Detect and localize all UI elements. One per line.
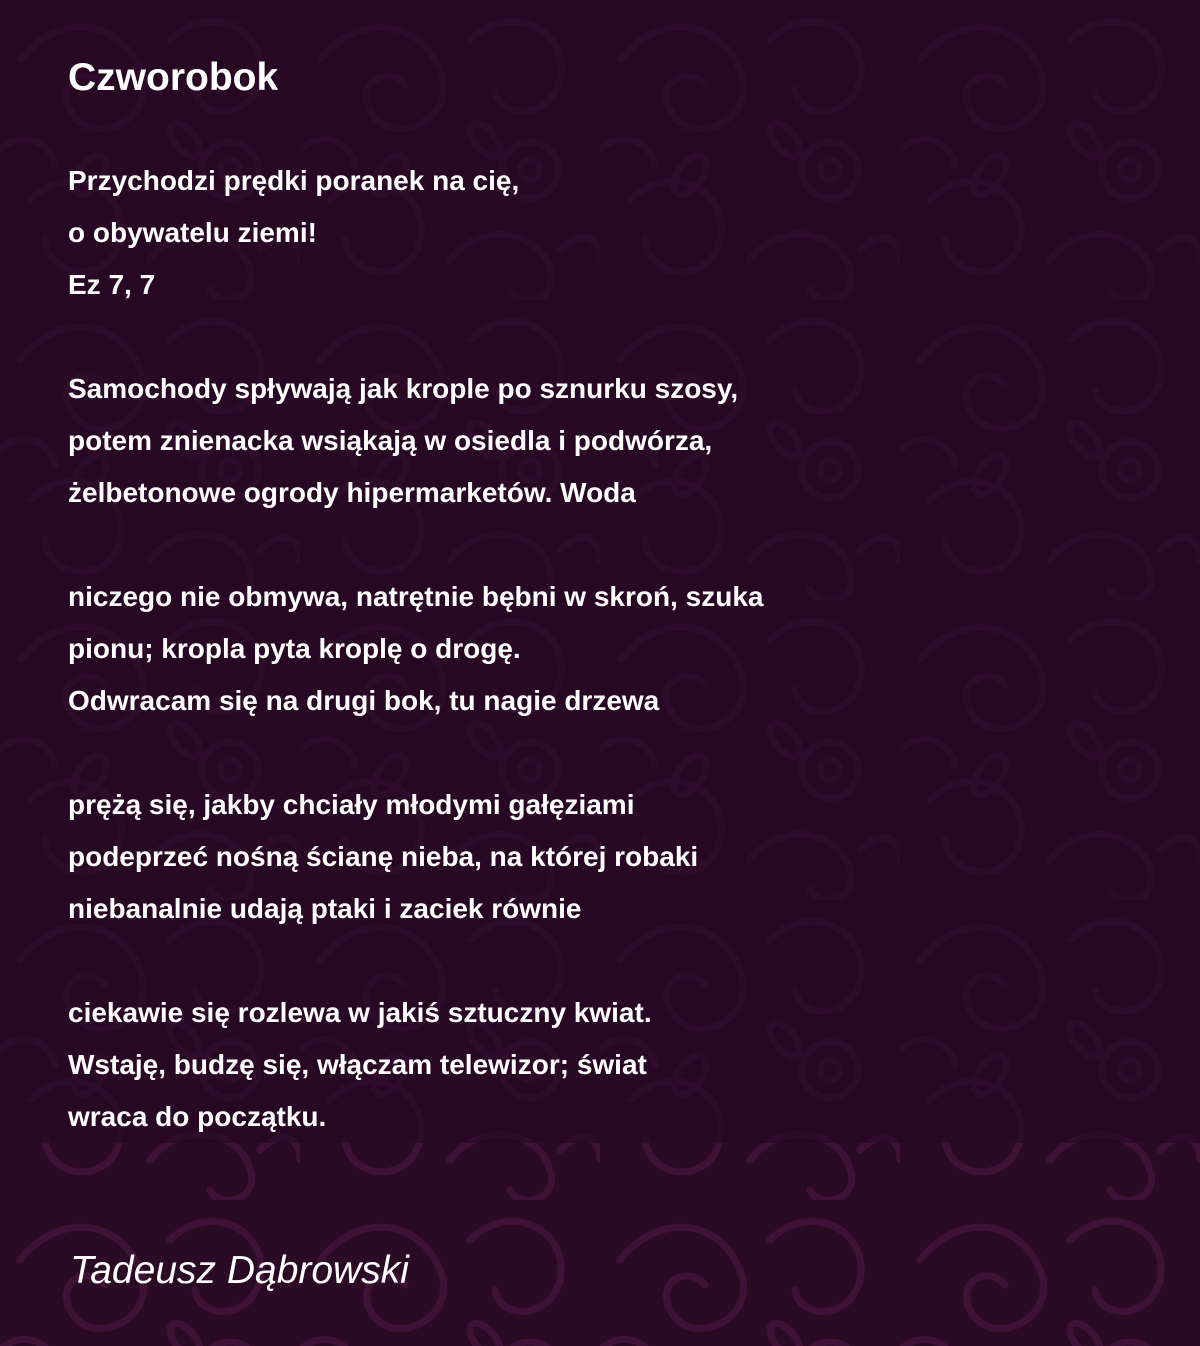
poem-line: potem znienacka wsiąkają w osiedla i podwórza,	[68, 425, 713, 456]
poem-line: Wstaję, budzę się, włączam telewizor; świat	[68, 1049, 647, 1080]
poem-line: Ez 7, 7	[68, 269, 156, 300]
stanza	[68, 987, 1148, 1143]
poem-author: Tadeusz Dąbrowski	[70, 1249, 409, 1292]
poem-line: Odwracam się na drugi bok, tu nagie drzewa	[68, 685, 660, 716]
poem-line: wraca do początku.	[68, 1101, 327, 1132]
poem-line: pionu; kropla pyta kroplę o drogę.	[68, 633, 521, 664]
poem-line: o obywatelu ziemi!	[68, 217, 317, 248]
poem-line: niebanalnie udają ptaki i zaciek równie	[68, 893, 582, 924]
poem-line: niczego nie obmywa, natrętnie bębni w skroń, szuka	[68, 581, 764, 612]
stanza	[68, 571, 1148, 727]
poem-line: podeprzeć nośną ścianę nieba, na której robaki	[68, 841, 699, 872]
poem-line: Przychodzi prędki poranek na cię,	[68, 165, 520, 196]
poem-line: Samochody spływają jak krople po sznurku szosy,	[68, 373, 739, 404]
stanza	[68, 779, 1148, 935]
poem-title: Czworobok	[68, 56, 279, 99]
poem-line: prężą się, jakby chciały młodymi gałęziami	[68, 789, 635, 820]
stanza	[68, 363, 1148, 519]
poem-line: ciekawie się rozlewa w jakiś sztuczny kwiat.	[68, 997, 652, 1028]
poem-body	[68, 155, 1148, 1195]
stanza	[68, 155, 1148, 311]
poem-line: żelbetonowe ogrody hipermarketów. Woda	[68, 477, 636, 508]
